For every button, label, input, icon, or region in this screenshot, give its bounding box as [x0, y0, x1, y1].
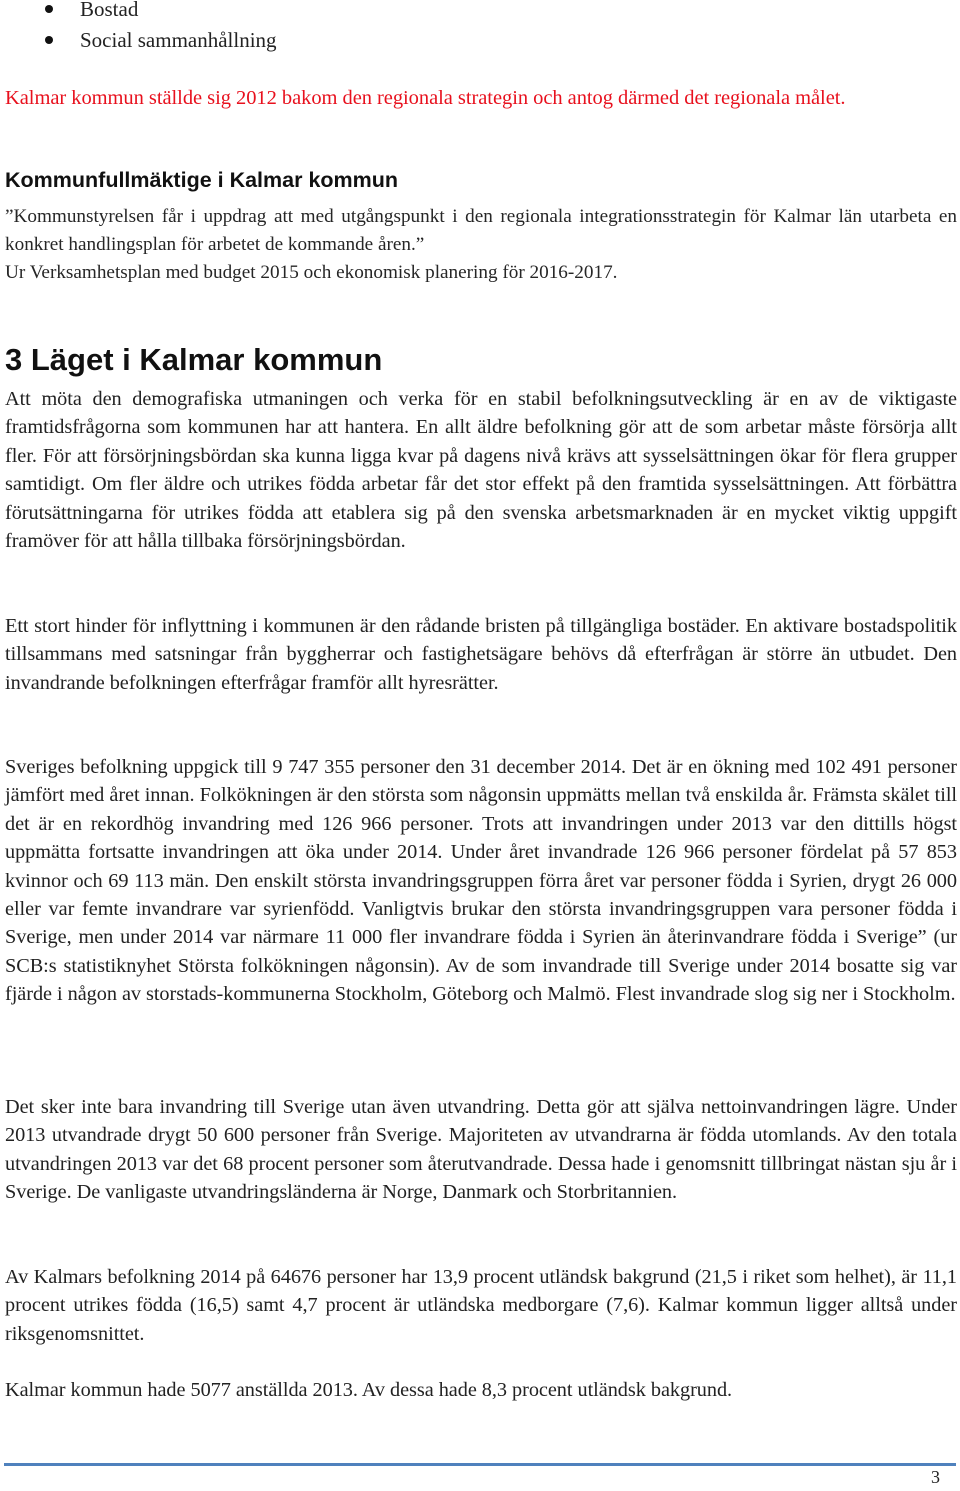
body-paragraph: Det sker inte bara invandring till Sverige utan även utvandring. Detta gör att själva nettoinvandringen lägre. Under 2013 utvandrade drygt 50 600 personer från Sverige. Majoriteten av utvandrarna är födda utomlands. Av den totala utvandringen 2013 var det 68 procent personer som återutvandrade. Dessa hade i genomsnitt tillbringat nästan sju år i Sverige. De vanligaste utvandringsländerna är Norge, Danmark och Storbritannien.: [5, 1096, 957, 1204]
bullet-list: [0, 0, 277, 56]
list-item-text: Bostad: [80, 0, 139, 21]
section-heading: 3 Läget i Kalmar kommun: [5, 342, 383, 377]
body-paragraph: Kalmar kommun hade 5077 anställda 2013. Av dessa hade 8,3 procent utländsk bakgrund.: [5, 1379, 733, 1401]
list-item: [0, 25, 277, 56]
footer-rule: [4, 1463, 956, 1466]
kf-quote: ”Kommunstyrelsen får i uppdrag att med utgångspunkt i den regionala integrationsstrategin för Kalmar län utarbeta en konkret handlingsplan för arbetet de kommande åren.”: [5, 206, 957, 256]
kf-heading: Kommunfullmäktige i Kalmar kommun: [5, 168, 399, 192]
body-paragraph: Sveriges befolkning uppgick till 9 747 355 personer den 31 december 2014. Det är en ökning med 102 491 personer jämfört med året innan. Folkökningen är den största som någonsin uppmätts mellan två enskilda år. Främsta skälet till det är en rekordhög invandring med 126 966 personer. Trots att invandringen under 2013 var den dittills högst uppmätta fortsatte invandringen att öka under 2014. Under året invandrade 126 966 personer fördelat på 57 853 kvinnor och 69 113 män. Den enskilt största invandringsgruppen förra året var personer födda i Syrien, drygt 26 000 eller var femte invandrare var syrienfödd. Vanligtvis brukar den största invandringsgruppen vara personer födda i Sverige, men under 2014 var närmare 11 000 fler invandrare födda i Syrien än återinvandrare födda i Sverige” (ur SCB:s statistiknyhet Största folkökningen någonsin). Av de som invandrade till Sverige under 2014 bosatte sig var fjärde i någon av storstads-kommunerna Stockholm, Göteborg och Malmö. Flest invandrade slog sig ner i Stockholm.: [5, 756, 957, 1006]
bullet-icon: [45, 36, 53, 44]
body-paragraph: Av Kalmars befolkning 2014 på 64676 personer har 13,9 procent utländsk bakgrund (21,5 i riket som helhet), är 11,1 procent utrikes födda (16,5) samt 4,7 procent är utländska medborgare (7,6). Kalmar kommun ligger alltså under riksgenomsnittet.: [5, 1266, 957, 1345]
list-item-text: Social sammanhållning: [80, 28, 277, 52]
red-note-paragraph: Kalmar kommun ställde sig 2012 bakom den regionala strategin och antog därmed det regionala målet.: [5, 87, 846, 109]
body-paragraph: Att möta den demografiska utmaningen och verka för en stabil befolkningsutveckling är en av de viktigaste framtidsfrågorna som kommunen har att hantera. En allt äldre befolkning gör att de som arbetar måste försörja allt fler. För att försörjningsbördan ska kunna ligga kvar på dagens nivå krävs att sysselsättningen ökar för flera grupper samtidigt. Om fler äldre och utrikes födda arbetar får det stor effekt på den framtida sysselsättningen. Att förbättra förutsättningarna för utrikes födda att etablera sig på den svenska arbetsmarknaden är en mycket viktig uppgift framöver för att hålla tillbaka försörjningsbördan.: [5, 388, 957, 553]
list-item: [0, 0, 277, 25]
kf-source: Ur Verksamhetsplan med budget 2015 och ekonomisk planering för 2016-2017.: [5, 262, 618, 283]
bullet-icon: [45, 5, 53, 13]
page-number: 3: [931, 1467, 940, 1487]
body-paragraph: Ett stort hinder för inflyttning i kommunen är den rådande bristen på tillgängliga bostäder. En aktivare bostadspolitik tillsammans med satsningar från byggherrar och fastighetsägare behövs då efterfrågan är större än utbudet. Den invandrande befolkningen efterfrågar framför allt hyresrätter.: [5, 615, 957, 694]
